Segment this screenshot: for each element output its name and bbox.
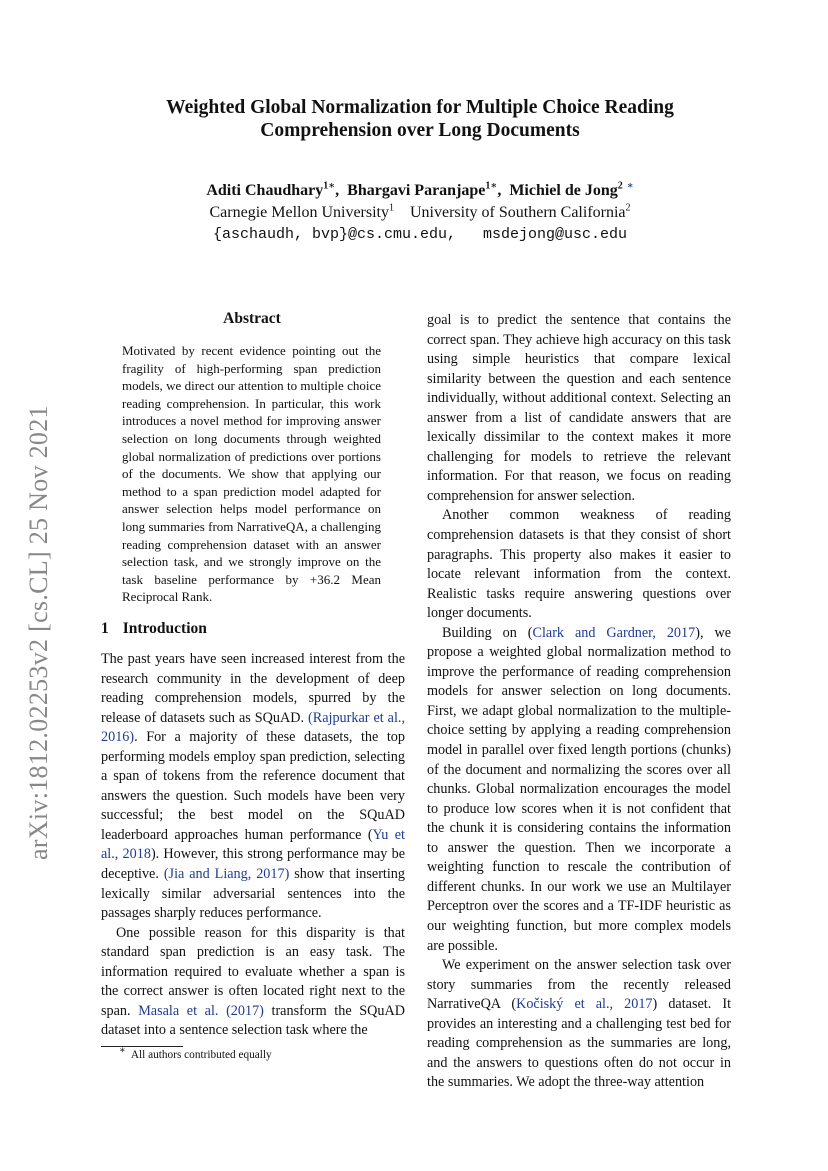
- footnote: [119, 1045, 272, 1061]
- affiliation-1: Carnegie Mellon University: [209, 204, 389, 221]
- text-run: The past years have seen increased interest from the research community in the development of deep reading comprehension models, spurred by the release of datasets such as SQuAD.: [101, 651, 405, 726]
- intro-paragraph-5: [427, 624, 731, 956]
- text-run: . For a majority of these datasets, the top performing models employ span prediction, selecting a span of tokens from the reference document that answers the question. Such models have been very successful; the best model on the SQuAD leaderboard approaches human performance (: [101, 729, 405, 843]
- emails: [100, 224, 740, 246]
- affiliation-1-sup: 1: [389, 202, 394, 214]
- affiliation-2: University of Southern California: [410, 204, 626, 221]
- intro-paragraph-2: [101, 924, 405, 1041]
- intro-paragraph-4: Another common weakness of reading comprehension datasets is that they consist of short paragraphs. This property also makes it easier to locate relevant information from the context. Realistic tasks require answering questions over longer documents.: [427, 507, 731, 622]
- intro-paragraph-3: goal is to predict the sentence that contains the correct span. They achieve high accuracy on this task using simple heuristics that compare lexical similarity between the question and each sentence individually, without additional context. Selecting an answer from a list of candidate answers that are lexically dissimilar to the context makes it more challenging for models to retrieve the relevant information. For that reason, we focus on reading comprehension for answer selection.: [427, 312, 731, 504]
- citation-link[interactable]: Clark and Gardner, 2017: [532, 624, 696, 641]
- email-1: {aschaudh, bvp}@cs.cmu.edu,: [212, 226, 456, 243]
- intro-paragraph-1: [101, 650, 405, 924]
- section-title: Introduction: [122, 620, 207, 637]
- text-run: Building on (: [442, 624, 533, 641]
- email-2: msdejong@usc.edu: [483, 226, 628, 243]
- paper-title: [120, 96, 720, 142]
- intro-paragraph-6: [427, 956, 731, 1093]
- author-1-sup: 1∗: [323, 180, 336, 192]
- citation-link[interactable]: Kočiský et al., 2017: [516, 996, 653, 1013]
- affiliation-2-sup: 2: [625, 202, 631, 214]
- citation-link[interactable]: (Jia and Liang, 2017): [163, 866, 290, 883]
- footnote-marker: ∗: [119, 1045, 126, 1057]
- abstract-heading: Abstract: [223, 310, 281, 327]
- text-run: ), we propose a weighted global normalization method to improve the performance of reading comprehension models for answer selection on long documents. First, we adapt global normalization to the multiple-choice setting by applying a reading comprehension model in parallel over fixed length portions (chunks) of the document and normalizing the scores over all chunks. Global normalization encourages the model to produce low scores when it is not confident that the chunk it is considering contains the information to answer the question. Then we incorporate a weighting function to rescale the contribution of different chunks. In our work we use an Multilayer Perceptron over the scores and a TF-IDF heuristic as our weighting function, but more complex models are possible.: [427, 624, 731, 954]
- citation-link[interactable]: Masala et al. (2017): [138, 1002, 264, 1019]
- right-column: [427, 311, 731, 1093]
- author-2-name: Bhargavi Paranjape: [347, 182, 486, 199]
- title-line-1: Weighted Global Normalization for Multiple Choice Reading: [166, 97, 674, 118]
- footnote-rule: [101, 1046, 183, 1047]
- author-block: [100, 180, 740, 246]
- author-3-sup: 2: [617, 180, 623, 192]
- title-line-2: Comprehension over Long Documents: [260, 120, 580, 141]
- author-1-name: Aditi Chaudhary: [206, 182, 324, 199]
- section-1-heading: [101, 620, 207, 638]
- author-names: Aditi Chaudhary$^{1∗}$, Bhargavi Paranjape$^{1∗}$, Michiel de Jong$^2$ ∗: [206, 180, 634, 199]
- citation-link[interactable]: Yu et al., 2018: [101, 826, 405, 863]
- author-3-star-link[interactable]: ∗: [626, 180, 634, 192]
- text-run: One possible reason for this disparity is that standard span prediction is an easy task. The information required to evaluate whether a span is the correct answer is often located right next to the span.: [101, 924, 405, 1019]
- affiliations: [100, 202, 740, 224]
- citation-link[interactable]: (Rajpurkar et al., 2016): [101, 709, 405, 746]
- abstract-text: Motivated by recent evidence pointing out the fragility of high-performing span prediction models, we direct our attention to multiple choice reading comprehension. In particular, this work introduces a novel method for improving answer selection on long documents through weighted global normalization of predictions over portions of the documents. We show that applying our method to a span prediction model adapted for answer selection helps model performance on long summaries from NarrativeQA, a challenging reading comprehension dataset with an answer selection task, and we strongly improve on the task baseline performance by +36.2 Mean Reciprocal Rank.: [122, 343, 381, 605]
- section-number: 1: [101, 620, 109, 637]
- author-3-name: Michiel de Jong: [509, 182, 618, 199]
- left-column: [101, 650, 405, 1041]
- author-2-sup: 1∗: [485, 180, 498, 192]
- text-run: ). However, this strong performance may be deceptive.: [101, 846, 405, 883]
- text-run: ) dataset. It provides an interesting and a challenging test bed for reading comprehension as the summaries are long, and the answers to questions often do not occur in the summaries. We adopt the three-way attention: [427, 996, 732, 1091]
- text-run: We experiment on the answer selection task over story summaries from the recently released NarrativeQA (: [427, 957, 731, 1013]
- text-run: show that inserting lexically similar adversarial sentences into the passages sharply reduces performance.: [101, 866, 405, 922]
- arxiv-stamp: arXiv:1812.02253v2 [cs.CL] 25 Nov 2021: [24, 405, 53, 860]
- text-run: transform the SQuAD dataset into a sentence selection task where the: [101, 1002, 405, 1039]
- footnote-text: All authors contributed equally: [130, 1049, 272, 1061]
